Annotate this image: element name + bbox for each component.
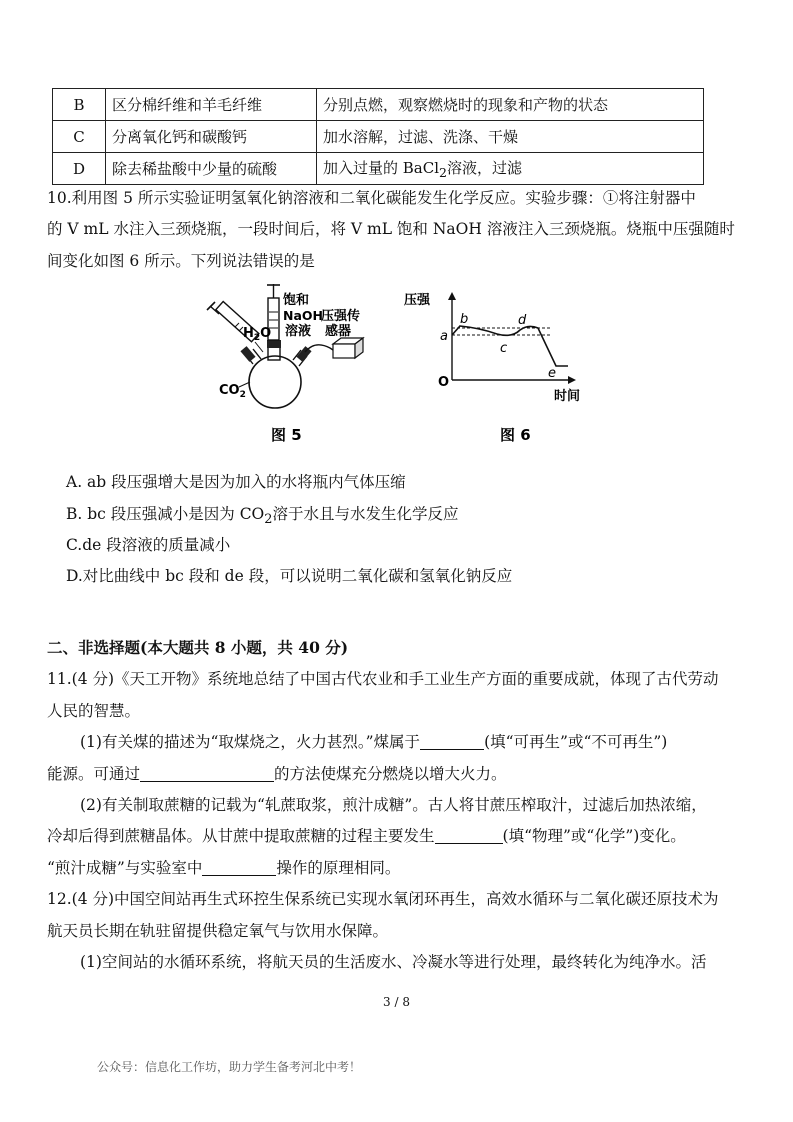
- footer-note: 公众号：信息化工作坊，助力学生备考河北中考！: [97, 1060, 362, 1074]
- origin-label: O: [438, 375, 450, 390]
- row-purpose: 区分棉纤维和羊毛纤维: [106, 89, 317, 121]
- label-sensor-1: 压强传: [321, 309, 361, 324]
- q11-line: 11.(4 分)《天工开物》系统地总结了中国古代农业和手工业生产方面的重要成就，体现了古代劳动: [47, 670, 719, 688]
- row-method: 分别点燃，观察燃烧时的现象和产物的状态: [317, 89, 704, 121]
- label-naoh-3: 溶液: [285, 324, 312, 339]
- method-text: 加入过量的 BaCl: [323, 159, 440, 177]
- answer-blank[interactable]: [420, 733, 484, 750]
- row-method: 加水溶解，过滤、洗涤、干燥: [317, 121, 704, 153]
- label-co2: $CO_2$: [219, 383, 246, 400]
- flask-body: [249, 356, 301, 408]
- pressure-curve: [452, 326, 568, 366]
- q12-line: 航天员长期在轨驻留提供稳定氧气与饮用水保障。: [47, 922, 389, 940]
- figure-5-apparatus: [205, 282, 405, 450]
- pressure-sensor: [333, 338, 363, 358]
- row-letter: D: [53, 153, 106, 185]
- figure-5-caption: 图 5: [271, 426, 302, 444]
- table-row: [53, 153, 704, 185]
- answer-blank[interactable]: [140, 765, 274, 782]
- q11-part1: (1)有关煤的描述为“取煤烧之，火力甚烈。”煤属于 (填“可再生”或“不可再生”): [80, 733, 668, 751]
- label-h2o: $H_2O$: [243, 326, 272, 343]
- option-a: A. ab 段压强增大是因为加入的水将瓶内气体压缩: [66, 473, 406, 491]
- point-d: d: [518, 313, 527, 328]
- answer-blank[interactable]: [202, 859, 276, 876]
- row-purpose: 分离氧化钙和碳酸钙: [106, 121, 317, 153]
- q11-part1-cont: 能源。可通过 的方法使煤充分燃烧以增大火力。: [47, 765, 507, 783]
- q11-part2: (2)有关制取蔗糖的记载为“轧蔗取浆，煎汁成糖”。古人将甘蔗压榨取汁，过滤后加热浓缩，: [80, 796, 707, 814]
- option-b: B. bc 段压强减小是因为 $CO_2$溶于水且与水发生化学反应: [66, 505, 459, 528]
- figure-6-chart: [402, 280, 602, 450]
- point-e: e: [548, 366, 556, 381]
- section-title: 二、非选择题(本大题共 8 小题，共 40 分): [47, 638, 349, 657]
- q11-part2-end: “煎汁成糖”与实验室中 操作的原理相同。: [47, 859, 401, 877]
- flask-neck-center: [268, 346, 280, 360]
- q10-line: 的 V mL 水注入三颈烧瓶，一段时间后，将 V mL 饱和 NaOH 溶液注入三颈烧瓶。烧瓶中压强随时: [47, 220, 735, 238]
- q11-line: 人民的智慧。: [47, 702, 141, 720]
- subscript: 2: [439, 165, 447, 180]
- option-d: D.对比曲线中 bc 段和 de 段，可以说明二氧化碳和氢氧化钠反应: [66, 567, 513, 585]
- row-purpose: 除去稀盐酸中少量的硫酸: [106, 153, 317, 185]
- q10-line: 10.利用图 5 所示实验证明氢氧化钠溶液和二氧化碳能发生化学反应。实验步骤：①将注射器中: [47, 189, 696, 207]
- point-c: c: [500, 341, 508, 356]
- q12-part1: (1)空间站的水循环系统，将航天员的生活废水、冷凝水等进行处理，最终转化为纯净水。活: [80, 953, 707, 971]
- options-table: [52, 88, 704, 185]
- answer-blank[interactable]: [435, 827, 503, 844]
- row-method: [317, 153, 704, 185]
- point-a: a: [440, 329, 448, 344]
- table-row: [53, 121, 704, 153]
- row-letter: C: [53, 121, 106, 153]
- table-row: [53, 89, 704, 121]
- figure-6-caption: 图 6: [500, 426, 531, 444]
- option-c: C.de 段溶液的质量减小: [66, 536, 231, 554]
- label-naoh-2: NaOH: [283, 308, 323, 323]
- row-letter: B: [53, 89, 106, 121]
- q11-part2-cont: 冷却后得到蔗糖晶体。从甘蔗中提取蔗糖的过程主要发生 (填“物理”或“化学”)变化。: [47, 827, 686, 845]
- method-text: 溶液，过滤: [446, 159, 522, 177]
- q12-line: 12.(4 分)中国空间站再生式环控生保系统已实现水氧闭环再生，高效水循环与二氧化碳还原技术为: [47, 890, 719, 908]
- page-number: 3 / 8: [383, 995, 410, 1009]
- x-axis-label: 时间: [554, 389, 581, 404]
- label-naoh-1: 饱和: [283, 293, 310, 308]
- q10-line: 间变化如图 6 所示。下列说法错误的是: [47, 252, 315, 270]
- y-axis-label: 压强: [404, 293, 431, 308]
- label-sensor-2: 感器: [325, 324, 352, 339]
- point-b: b: [460, 312, 469, 327]
